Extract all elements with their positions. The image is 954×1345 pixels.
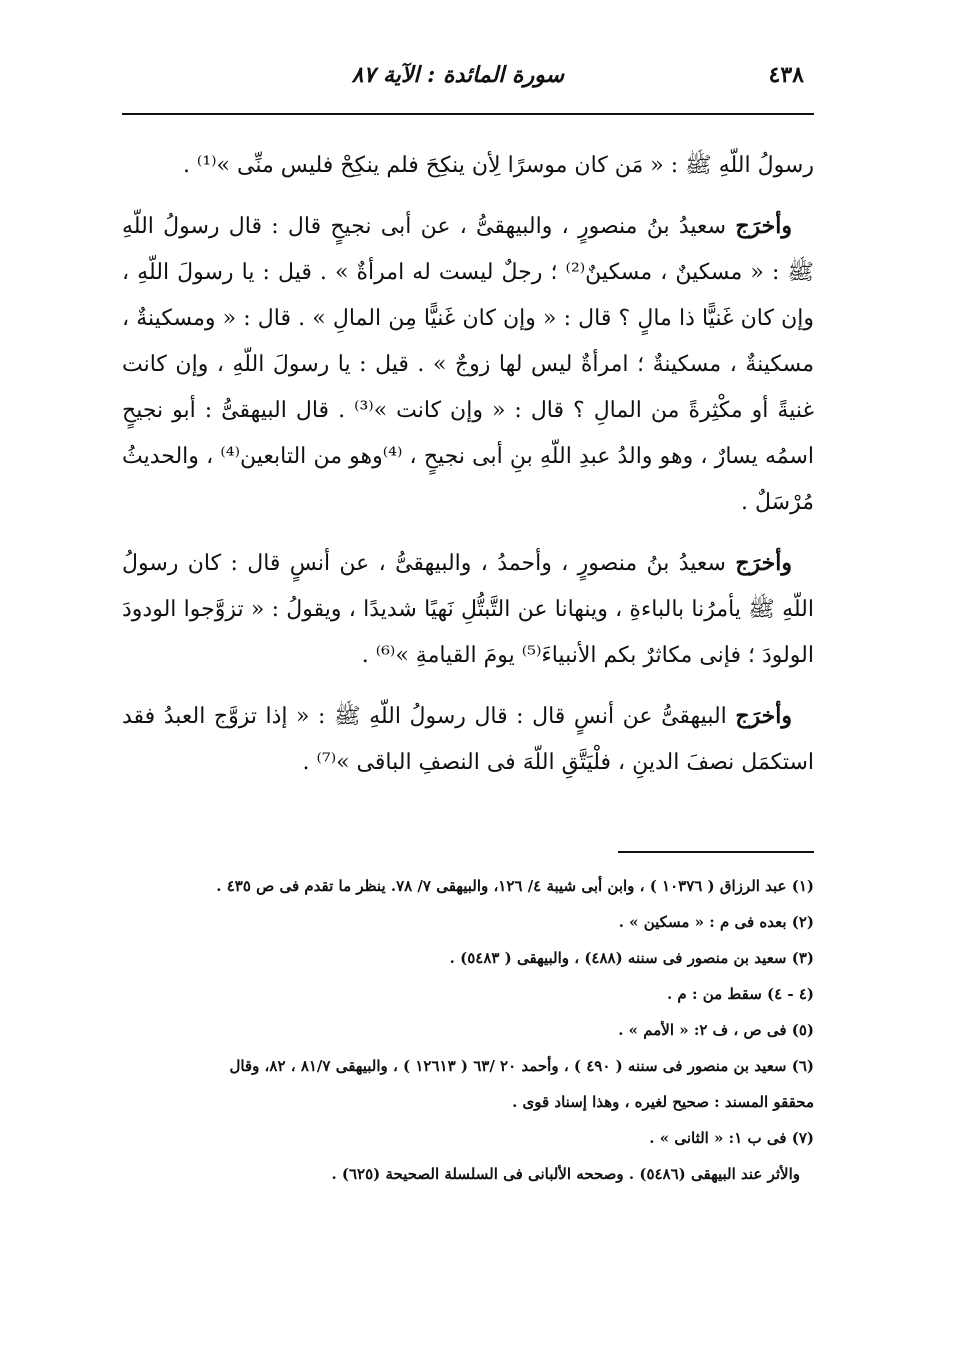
paragraph-1	[122, 142, 814, 189]
footnotes	[122, 868, 814, 1192]
footnote-3: (٣) سعيد بن منصور فى سننه (٤٨٨) ، والبيهقى ( ٥٤٨٣) .	[449, 949, 814, 967]
footnote-7-continuation: والأثر عند البيهقى (٥٤٨٦) . وصححه الألبانى فى السلسلة الصحيحة (٦٢٥) .	[331, 1165, 800, 1183]
paragraph-lead: وأخرَج	[735, 550, 792, 576]
paragraph-2	[122, 203, 814, 526]
footnote-6-continuation: محققو المسند : صحيح لغيره ، وهذا إسناد قوى .	[512, 1093, 814, 1111]
paragraph-text: سعيدُ بنُ منصورٍ ، والبيهقىُّ ، عن أبى نجيحٍ قال : قال رسولُ اللّهِ ﷺ : « مسكينٌ ، مسكينٌ⁽²⁾ ؛ رجلٌ ليست له امرأةٌ » . قيل : يا رسولَ اللّهِ ، وإن كان غَنيًّا ذا مالٍ ؟ قال : « وإن كان غَنيًّا مِن المالِ » . قال : « ومسكينةٌ ، مسكينةٌ ، مسكينةٌ ؛ امرأةٌ ليس لها زوجٌ » . قيل : يا رسولَ اللّهِ ، وإن كانت غنيةً أو مكْثِرةً من المالِ ؟ قال : « وإن كانت »⁽³⁾ . قال البيهقىُّ : أبو نجيحٍ اسمُه يسارٌ ، وهو والدُ عبدِ اللّهِ بنِ أبى نجيحٍ ، ⁽⁴⁾وهو من التابعين⁽⁴⁾ ، والحديثُ مُرْسَلٌ .	[122, 214, 815, 515]
footnote-7: (٧) فى ب ١: « الثانى » .	[649, 1129, 814, 1147]
footnote-4: (٤ - ٤) سقط من : م .	[666, 985, 814, 1003]
paragraph-4	[122, 693, 814, 786]
footnote-2: (٢) بعده فى م : « مسكين » .	[618, 913, 814, 931]
main-text	[122, 142, 814, 800]
paragraph-text: سعيدُ بنُ منصورٍ ، وأحمدُ ، والبيهقىُّ ، عن أنسٍ قال : كان رسولُ اللّهِ ﷺ يأمرُنا بالباءةِ ، وينهانا عن التَّبتُّلِ نَهيًا شديدًا ، ويقولُ : « تزوَّجوا الودودَ الولودَ ؛ فإنى مكاثرٌ بكم الأنبياءَ⁽⁵⁾ يومَ القيامةِ »⁽⁶⁾ .	[122, 551, 814, 668]
running-title: سورة المائدة : الآية ٨٧	[351, 62, 564, 88]
header-rule	[122, 113, 814, 115]
paragraph-lead: وأخرَج	[735, 703, 792, 729]
footnote-separator	[618, 851, 814, 853]
footnote-1: (١) عبد الرزاق ( ١٠٣٧٦ ) ، وابن أبى شيبة ٤/ ١٢٦، والبيهقى ٧/ ٧٨. ينظر ما تقدم فى ص ٤٣٥ .	[216, 877, 814, 895]
footnote-6: (٦) سعيد بن منصور فى سننه ( ٤٩٠ ) ، وأحمد ٢٠ /٦٣ ( ١٢٦١٣ ) ، والبيهقى ٨١/٧ ، ٨٢، وقال	[229, 1057, 814, 1075]
footnote-5: (٥) فى ص ، ف ٢: « الأمم » .	[618, 1021, 814, 1039]
paragraph-lead: وأخرَج	[735, 213, 792, 239]
paragraph-text: رسولُ اللّهِ ﷺ : « مَن كان موسرًا لِأن ينكِحَ فلم ينكِحْ فليس منِّى »⁽¹⁾ .	[182, 153, 814, 178]
page-number: ٤٣٨	[768, 62, 804, 88]
paragraph-text: البيهقىُّ عن أنسٍ قال : قال رسولُ اللّهِ ﷺ : « إذا تزوَّج العبدُ فقد استكمَل نصفَ الدينِ ، فلْيَتَّقِ اللّهَ فى النصفِ الباقى »⁽⁷⁾ .	[122, 704, 814, 775]
paragraph-3	[122, 540, 814, 679]
page-header	[122, 58, 814, 102]
